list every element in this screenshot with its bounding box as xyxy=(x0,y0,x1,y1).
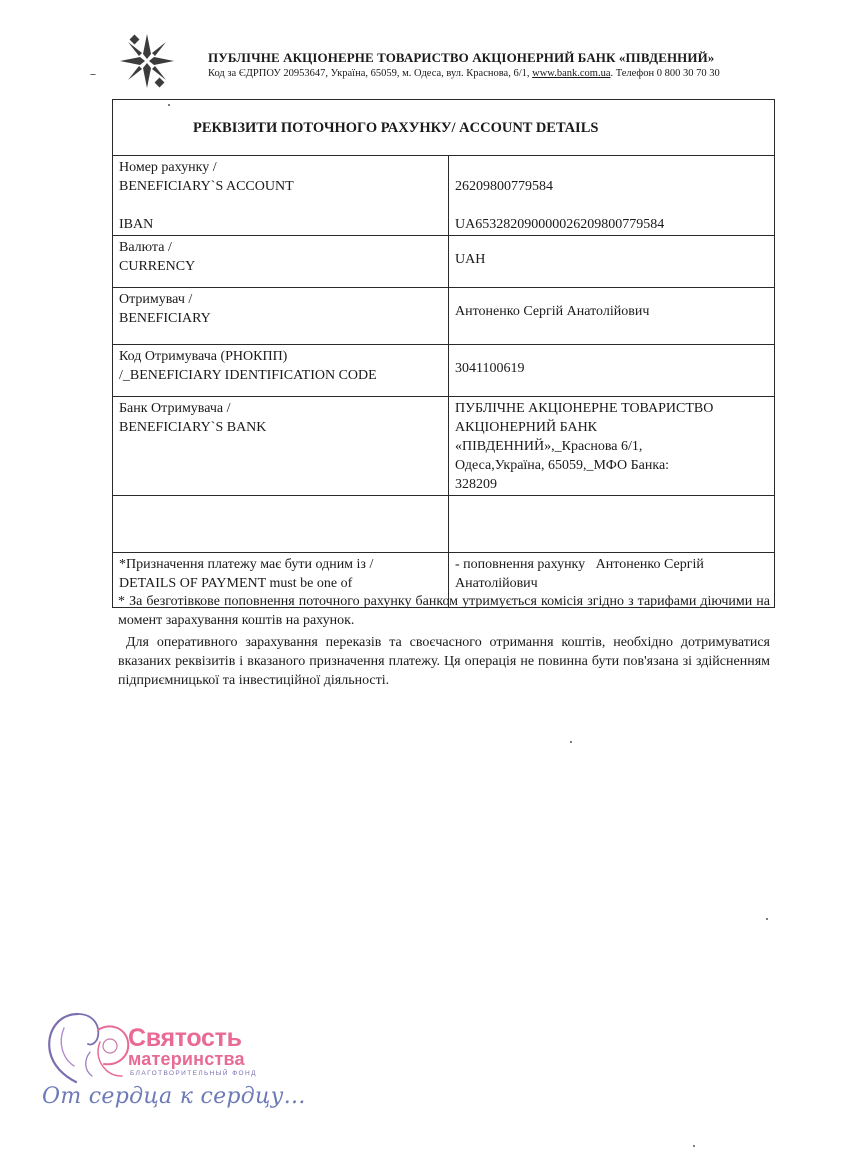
bank-label-ua: Банк Отримувача / xyxy=(119,401,231,416)
notes xyxy=(118,592,770,690)
bank-details-suffix: . Телефон 0 800 30 70 30 xyxy=(610,68,720,79)
account-details-table xyxy=(112,99,775,608)
table-row-bank xyxy=(113,397,775,496)
scan-speck xyxy=(90,74,96,75)
foundation-name-line1: Святость xyxy=(128,1024,242,1052)
bank-value-line: «ПІВДЕННИЙ»,_Краснова 6/1, xyxy=(455,439,643,454)
letterhead xyxy=(118,32,768,90)
empty-cell xyxy=(449,496,775,553)
bank-value-line: Одеса,Україна, 65059,_МФО Банка: xyxy=(455,458,670,473)
table-row-account xyxy=(113,156,775,236)
bank-details xyxy=(208,68,720,79)
purpose-value-line1: - поповнення рахунку Антоненко Сергій xyxy=(455,557,704,572)
bank-value-cell xyxy=(449,397,775,496)
bank-details-prefix: Код за ЄДРПОУ 20953647, Україна, 65059, м. Одеса, вул. Краснова, 6/1, xyxy=(208,68,533,79)
code-value: 3041100619 xyxy=(449,345,775,397)
bank-value-line: ПУБЛІЧНЕ АКЦІОНЕРНЕ ТОВАРИСТВО xyxy=(455,401,714,416)
scan-speck xyxy=(766,918,768,920)
bank-name: ПУБЛІЧНЕ АКЦІОНЕРНЕ ТОВАРИСТВО АКЦІОНЕРНИЙ БАНК «ПІВДЕННИЙ» xyxy=(208,50,715,65)
beneficiary-value: Антоненко Сергій Анатолійович xyxy=(449,288,775,345)
commission-note: * За безготівкове поповнення поточного рахунку банком утримується комісія згідно з тарифами діючими на момент зарахування коштів на рахунок. xyxy=(118,594,770,628)
scan-speck xyxy=(168,104,170,106)
purpose-value-line2: Анатолійович xyxy=(455,576,538,591)
purpose-label-ua: *Призначення платежу має бути одним із / xyxy=(119,557,374,572)
account-label-cell xyxy=(113,156,449,236)
purpose-label-en: DETAILS OF PAYMENT must be one of xyxy=(119,576,353,591)
iban-label: IBAN xyxy=(119,217,154,232)
bank-label-en: BENEFICIARY`S BANK xyxy=(119,420,267,435)
table-row-empty xyxy=(113,496,775,553)
currency-label-en: CURRENCY xyxy=(119,259,196,274)
table-row-beneficiary xyxy=(113,288,775,345)
account-value-cell xyxy=(449,156,775,236)
scan-speck xyxy=(570,741,572,743)
currency-label-ua: Валюта / xyxy=(119,240,172,255)
table-row-currency xyxy=(113,236,775,288)
account-number: 26209800779584 xyxy=(455,179,553,194)
beneficiary-label-ua: Отримувач / xyxy=(119,292,193,307)
bank-star-logo xyxy=(118,32,176,90)
scan-speck xyxy=(693,1145,695,1147)
beneficiary-label-en: BENEFICIARY xyxy=(119,311,211,326)
bank-label-cell xyxy=(113,397,449,496)
beneficiary-label-cell xyxy=(113,288,449,345)
account-label-en: BENEFICIARY`S ACCOUNT xyxy=(119,179,294,194)
table-title-row xyxy=(113,100,775,156)
table-row-identification-code xyxy=(113,345,775,397)
table-title: РЕКВІЗИТИ ПОТОЧНОГО РАХУНКУ/ ACCOUNT DETAILS xyxy=(113,100,775,156)
code-label-ua: Код Отримувача (РНОКПП) xyxy=(119,349,288,364)
foundation-name-line2: материнства xyxy=(128,1049,245,1069)
currency-value: UAH xyxy=(449,236,775,288)
code-label-cell xyxy=(113,345,449,397)
foundation-logo xyxy=(40,1008,306,1138)
account-label-ua: Номер рахунку / xyxy=(119,160,217,175)
bank-value-line: 328209 xyxy=(455,477,497,492)
code-label-en: /_BENEFICIARY IDENTIFICATION CODE xyxy=(119,368,377,383)
iban-value: UA653282090000026209800779584 xyxy=(455,217,665,232)
empty-cell xyxy=(113,496,449,553)
foundation-slogan: От сердца к сердцу... xyxy=(42,1084,306,1109)
bank-value-line: АКЦІОНЕРНИЙ БАНК xyxy=(455,420,598,435)
purpose-note: Для оперативного зарахування переказів та своєчасного отримання коштів, необхідно дотримуватися вказаних реквізитів і вказаного призначення платежу. Ця операція не повинна бути пов'язана зі здійсненням підприємницької та інвестиційної діяльності. xyxy=(118,635,770,688)
bank-website-link[interactable]: www.bank.com.ua xyxy=(532,68,611,79)
foundation-subtitle: БЛАГОТВОРИТЕЛЬНЫЙ ФОНД xyxy=(130,1070,257,1077)
currency-label-cell xyxy=(113,236,449,288)
